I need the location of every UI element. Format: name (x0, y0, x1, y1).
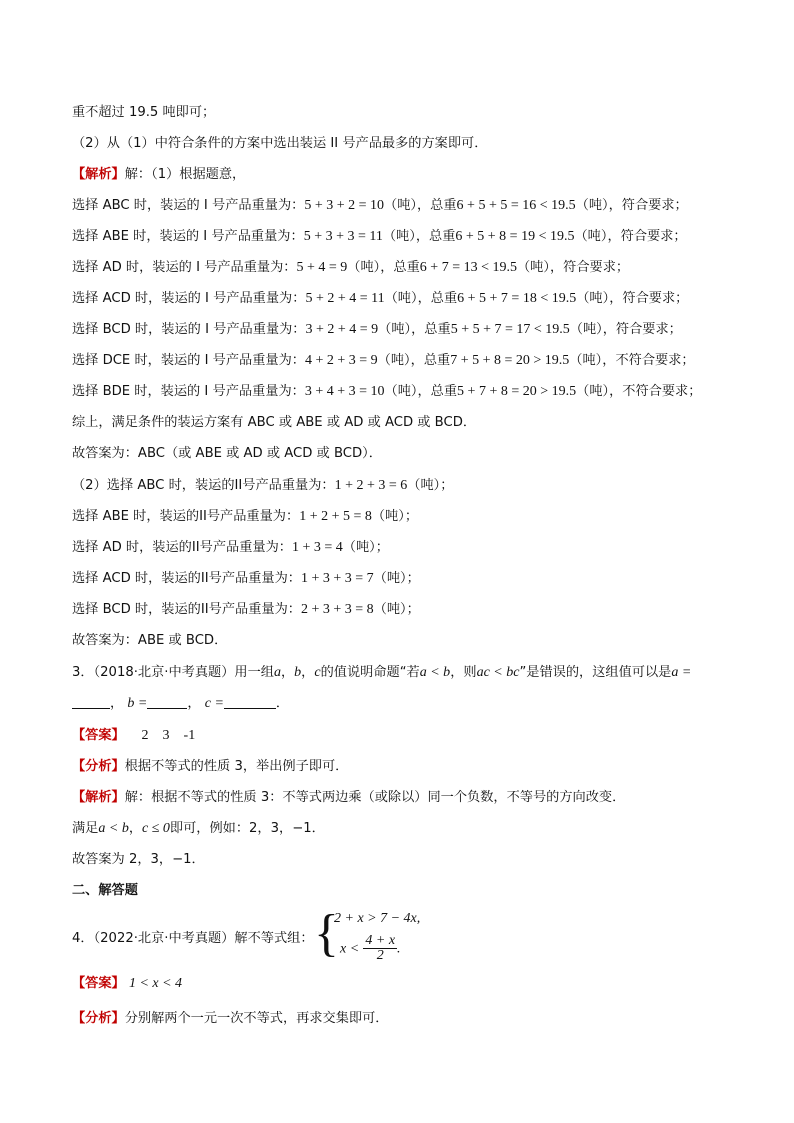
text-line: 综上，满足条件的装运方案有 ABC 或 ABE 或 AD 或 ACD 或 BCD． (72, 415, 477, 430)
answer-line: 【答案】 2 3 -1 (72, 728, 196, 743)
answer-line: 故答案为：ABE 或 BCD． (72, 633, 228, 648)
solution-row: 选择 ABC 时，装运的 I 号产品重量为：5 + 3 + 2 = 10（吨），总重6 + 5 + 5 = 16 < 19.5（吨），符合要求； (72, 198, 688, 213)
answer-line: 故答案为：ABC（或 ABE 或 AD 或 ACD 或 BCD）． (72, 446, 382, 461)
solution-row: 选择 ACD 时，装运的II号产品重量为：1 + 3 + 3 = 7（吨）； (72, 571, 420, 586)
text-line: 满足a < b，c ≤ 0即可，例如：2，3，−1． (72, 821, 325, 836)
answer-tag: 【答案】 (72, 728, 125, 743)
answer-blank-a (72, 695, 110, 709)
analysis-line: 【分析】根据不等式的性质 3，举出例子即可． (72, 759, 349, 774)
question-3: 3．（2018·北京·中考真题）用一组a，b，c的值说明命题“若a < b，则ac < bc”是错误的，这组值可以是a = (72, 665, 692, 680)
inequality-1: 2 + x > 7 − 4x, (334, 911, 421, 926)
solution-row: 选择 ABE 时，装运的 I 号产品重量为：5 + 3 + 3 = 11（吨），总重6 + 5 + 8 = 19 < 19.5（吨），符合要求； (72, 229, 687, 244)
solution-row: 选择 DCE 时，装运的 I 号产品重量为：4 + 2 + 3 = 9（吨），总重7 + 5 + 8 = 20 > 19.5（吨），不符合要求； (72, 353, 695, 368)
inequality-2: x < $\frac{4 + x}{2}$ . (340, 933, 401, 963)
solution-row: 选择 ACD 时，装运的 I 号产品重量为：5 + 2 + 4 = 11（吨），总重6 + 5 + 7 = 18 < 19.5（吨），符合要求； (72, 291, 689, 306)
question-4: 4．（2022·北京·中考真题）解不等式组： (72, 931, 314, 946)
solution-row: 选择 BCD 时，装运的II号产品重量为：2 + 3 + 3 = 8（吨）； (72, 602, 420, 617)
solution-row: 选择 ABE 时，装运的II号产品重量为：1 + 2 + 5 = 8（吨）； (72, 509, 419, 524)
section-heading: 二、解答题 (72, 883, 138, 898)
solution-row: （2）选择 ABC 时，装运的II号产品重量为：1 + 2 + 3 = 6（吨）； (72, 478, 454, 493)
question-3-blanks: ， b = ， c = ． (72, 695, 289, 713)
fraction: $\frac{4 + x}{2}$ (365, 933, 396, 963)
analysis-line: 【解析】解：（1）根据题意， (72, 167, 246, 182)
solution-row: 选择 BCD 时，装运的 I 号产品重量为：3 + 2 + 4 = 9（吨），总重5 + 5 + 7 = 17 < 19.5（吨），符合要求； (72, 322, 682, 337)
analysis-tag: 【分析】 (72, 759, 125, 774)
answer-blank-c (224, 695, 276, 709)
answer-blank-b (147, 695, 187, 709)
solution-row: 选择 AD 时，装运的II号产品重量为：1 + 3 = 4（吨）； (72, 540, 389, 555)
system-brace: { (314, 905, 339, 962)
answer-line: 故答案为 2，3，−1． (72, 852, 205, 867)
text-line: （2）从（1）中符合条件的方案中选出装运 II 号产品最多的方案即可． (72, 136, 488, 151)
answer-line: 【答案】 1 < x < 4 (72, 976, 183, 991)
analysis-tag: 【分析】 (72, 1011, 125, 1026)
solution-line: 【解析】解：根据不等式的性质 3：不等式两边乘（或除以）同一个负数，不等号的方向改变． (72, 790, 626, 805)
analysis-line: 【分析】分别解两个一元一次不等式，再求交集即可． (72, 1011, 389, 1026)
solution-row: 选择 BDE 时，装运的 I 号产品重量为：3 + 4 + 3 = 10（吨），总重5 + 7 + 8 = 20 > 19.5（吨），不符合要求； (72, 384, 702, 399)
analysis-tag: 【解析】 (72, 167, 125, 182)
text-line: 重不超过 19.5 吨即可； (72, 105, 216, 120)
answer-tag: 【答案】 (72, 976, 125, 991)
solution-tag: 【解析】 (72, 790, 125, 805)
solution-row: 选择 AD 时，装运的 I 号产品重量为：5 + 4 = 9（吨），总重6 + 7 = 13 < 19.5（吨），符合要求； (72, 260, 630, 275)
